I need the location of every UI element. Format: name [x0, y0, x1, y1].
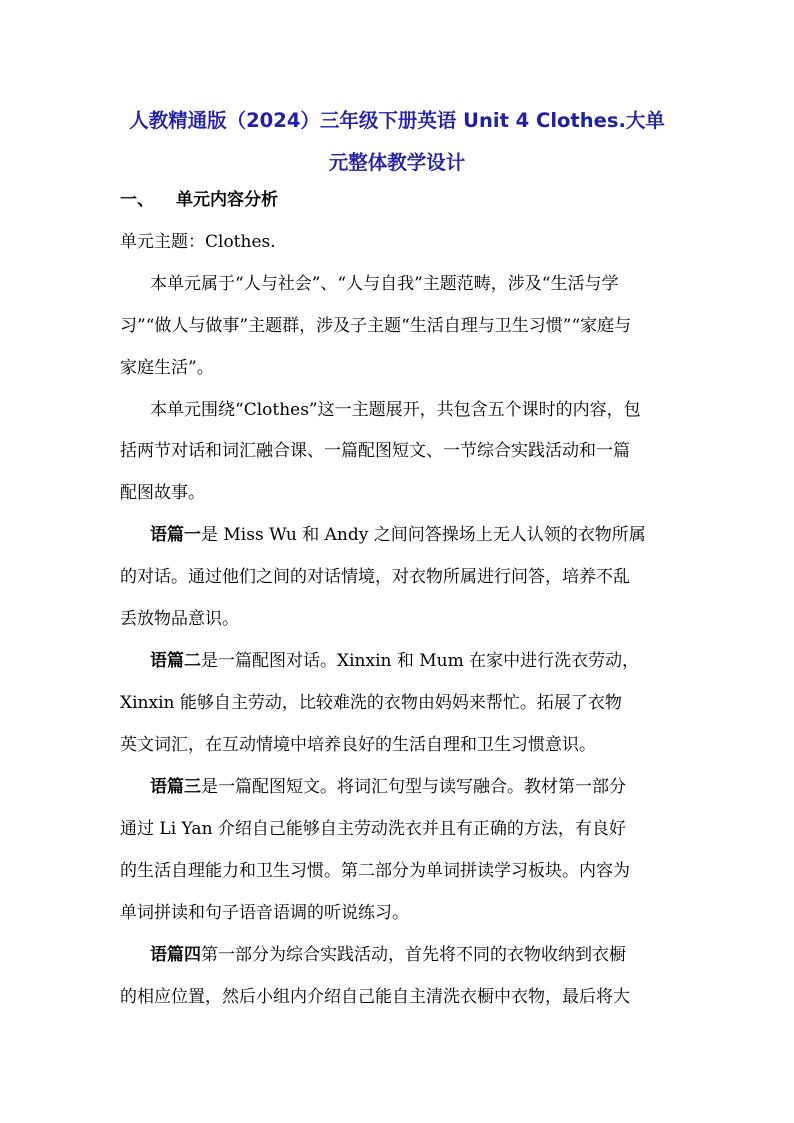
- section-number: 一、: [120, 190, 154, 210]
- paragraph-1-line: 习”“做人与做事”主题群，涉及子主题“生活自理与卫生习惯”“家庭与: [120, 316, 632, 336]
- text-1-line: 丢放物品意识。: [120, 609, 239, 629]
- paragraph-2-line: 括两节对话和词汇融合课、一篇配图短文、一节综合实践活动和一篇: [120, 441, 630, 461]
- document-title: [110, 100, 684, 184]
- text-3-label: 语篇三: [150, 777, 201, 797]
- text-4-first-line: [150, 941, 626, 969]
- text-1-first-text: 是 Miss Wu 和 Andy 之间问答操场上无人认领的衣物所属: [201, 525, 646, 545]
- paragraph-1-line: 本单元属于“人与社会”、“人与自我”主题范畴，涉及“生活与学: [150, 274, 619, 294]
- text-3-line: 通过 Li Yan 介绍自己能够自主劳动洗衣并且有正确的方法，有良好: [120, 819, 626, 839]
- text-1-first-line: [150, 521, 646, 549]
- text-4-first-text: 第一部分为综合实践活动，首先将不同的衣物收纳到衣橱: [201, 945, 626, 965]
- unit-theme: 单元主题：Clothes.: [120, 232, 276, 252]
- title-line-2: 元整体教学设计: [328, 151, 466, 174]
- text-2-label: 语篇二: [150, 651, 201, 671]
- text-2-line: 英文词汇，在互动情境中培养良好的生活自理和卫生习惯意识。: [120, 735, 596, 755]
- text-3-first-text: 是一篇配图短文。将词汇句型与读写融合。教材第一部分: [201, 777, 626, 797]
- text-4-line: 的相应位置，然后小组内介绍自己能自主清洗衣橱中衣物，最后将大: [120, 987, 630, 1007]
- paragraph-2-line: 配图故事。: [120, 483, 205, 503]
- text-1-label: 语篇一: [150, 525, 201, 545]
- section-title: 单元内容分析: [176, 190, 278, 210]
- paragraph-1-line: 家庭生活”。: [120, 358, 214, 378]
- text-2-line: Xinxin 能够自主劳动，比较难洗的衣物由妈妈来帮忙。拓展了衣物: [120, 693, 622, 713]
- title-line-1: 人教精通版（2024）三年级下册英语 Unit 4 Clothes.大单: [129, 109, 665, 132]
- text-4-label: 语篇四: [150, 945, 201, 965]
- section-heading: [120, 186, 278, 214]
- text-3-first-line: [150, 773, 626, 801]
- text-3-line: 单词拼读和句子语音语调的听说练习。: [120, 903, 409, 923]
- text-2-first-text: 是一篇配图对话。Xinxin 和 Mum 在家中进行洗衣劳动，: [201, 651, 640, 671]
- paragraph-2-line: 本单元围绕“Clothes”这一主题展开，共包含五个课时的内容，包: [150, 400, 641, 420]
- text-1-line: 的对话。通过他们之间的对话情境，对衣物所属进行问答，培养不乱: [120, 567, 630, 587]
- text-3-line: 的生活自理能力和卫生习惯。第二部分为单词拼读学习板块。内容为: [120, 861, 630, 881]
- text-2-first-line: [150, 647, 639, 675]
